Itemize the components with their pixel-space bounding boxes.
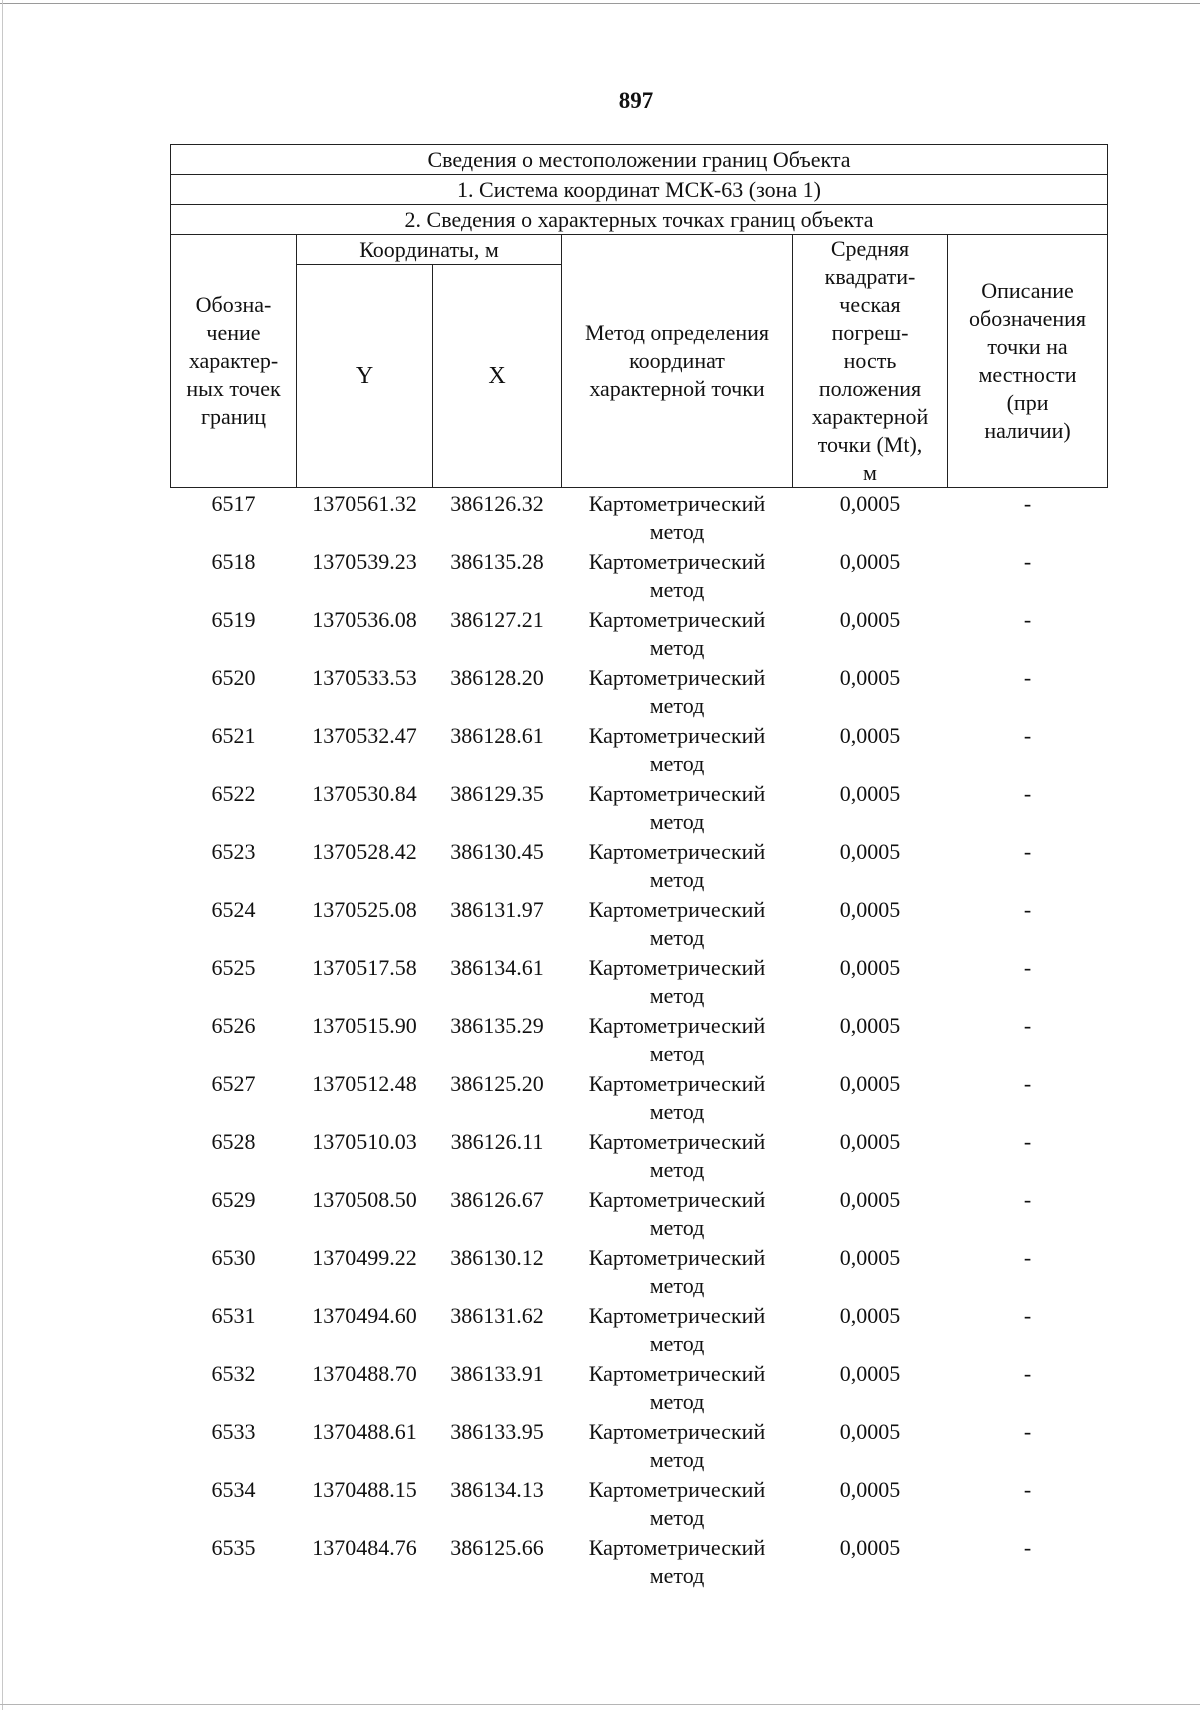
cell-y: 1370488.70 <box>312 1361 417 1386</box>
cell-point: 6523 <box>211 839 256 864</box>
cell-error: 0,0005 <box>839 665 901 690</box>
cell-y: 1370561.32 <box>312 491 417 516</box>
cell-x: 386126.11 <box>450 1129 544 1154</box>
cell-point: 6535 <box>211 1535 256 1560</box>
cell-error: 0,0005 <box>839 607 901 632</box>
header-method-label: Метод определения координат характерной точки <box>584 320 770 401</box>
cell-error: 0,0005 <box>839 955 901 980</box>
cell-description: - <box>1023 897 1032 922</box>
cell-method: Картометрический метод <box>588 1187 766 1240</box>
cell-description: - <box>1023 1361 1032 1386</box>
cell-method: Картометрический метод <box>588 897 766 950</box>
cell-x: 386126.67 <box>450 1187 544 1212</box>
table-row <box>171 1242 1108 1300</box>
cell-x: 386130.45 <box>450 839 544 864</box>
cell-x: 386131.97 <box>450 897 544 922</box>
cell-error: 0,0005 <box>839 1245 901 1270</box>
cell-x: 386129.35 <box>450 781 544 806</box>
table-row <box>171 1532 1108 1590</box>
cell-point: 6534 <box>211 1477 256 1502</box>
cell-x: 386128.61 <box>450 723 544 748</box>
cell-error: 0,0005 <box>839 1303 901 1328</box>
cell-error: 0,0005 <box>839 1419 901 1444</box>
header-point-label: Обозна- чение характер- ных точек границ <box>186 292 281 429</box>
cell-error: 0,0005 <box>839 491 901 516</box>
table-row <box>171 1010 1108 1068</box>
cell-point: 6526 <box>211 1013 256 1038</box>
cell-error: 0,0005 <box>839 897 901 922</box>
cell-description: - <box>1023 1477 1032 1502</box>
cell-description: - <box>1023 549 1032 574</box>
cell-point: 6530 <box>211 1245 256 1270</box>
cell-y: 1370488.61 <box>312 1419 417 1444</box>
cell-point: 6532 <box>211 1361 256 1386</box>
cell-x: 386134.13 <box>450 1477 544 1502</box>
cell-method: Картометрический метод <box>588 491 766 544</box>
cell-x: 386127.21 <box>450 607 544 632</box>
cell-y: 1370512.48 <box>312 1071 417 1096</box>
header-error <box>793 235 948 488</box>
cell-error: 0,0005 <box>839 839 901 864</box>
header-method <box>562 235 793 488</box>
cell-error: 0,0005 <box>839 1071 901 1096</box>
section-title: 2. Сведения о характерных точках границ объекта <box>171 205 1108 235</box>
cell-description: - <box>1023 1303 1032 1328</box>
cell-error: 0,0005 <box>839 723 901 748</box>
cell-description: - <box>1023 607 1032 632</box>
cell-y: 1370499.22 <box>312 1245 417 1270</box>
header-error-label: Средняя квадрати- ческая погреш- ность положения характерной точки (Mt), м <box>811 236 929 485</box>
cell-point: 6528 <box>211 1129 256 1154</box>
cell-x: 386128.20 <box>450 665 544 690</box>
cell-error: 0,0005 <box>839 1187 901 1212</box>
cell-x: 386135.29 <box>450 1013 544 1038</box>
scan-edge-top <box>0 3 1200 4</box>
cell-method: Картометрический метод <box>588 1477 766 1530</box>
cell-x: 386125.20 <box>450 1071 544 1096</box>
cell-y: 1370484.76 <box>312 1535 417 1560</box>
cell-y: 1370488.15 <box>312 1477 417 1502</box>
cell-description: - <box>1023 839 1032 864</box>
cell-method: Картометрический метод <box>588 1361 766 1414</box>
table-row <box>171 894 1108 952</box>
table-row <box>171 836 1108 894</box>
scan-edge-bottom <box>0 1704 1200 1705</box>
cell-point: 6522 <box>211 781 256 806</box>
cell-description: - <box>1023 1129 1032 1154</box>
cell-error: 0,0005 <box>839 1361 901 1386</box>
cell-description: - <box>1023 1535 1032 1560</box>
page-number: 897 <box>618 88 654 113</box>
cell-method: Картометрический метод <box>588 607 766 660</box>
coordinate-system: 1. Система координат МСК-63 (зона 1) <box>171 175 1108 205</box>
cell-point: 6527 <box>211 1071 256 1096</box>
scan-edge-left <box>2 0 3 1710</box>
cell-x: 386135.28 <box>450 549 544 574</box>
table-row <box>171 778 1108 836</box>
cell-error: 0,0005 <box>839 781 901 806</box>
cell-method: Картометрический метод <box>588 665 766 718</box>
cell-point: 6520 <box>211 665 256 690</box>
cell-x: 386131.62 <box>450 1303 544 1328</box>
cell-y: 1370525.08 <box>312 897 417 922</box>
cell-y: 1370533.53 <box>312 665 417 690</box>
table-row <box>171 1126 1108 1184</box>
boundary-points-table <box>170 144 1108 1590</box>
cell-description: - <box>1023 1245 1032 1270</box>
cell-point: 6525 <box>211 955 256 980</box>
cell-description: - <box>1023 1419 1032 1444</box>
table-row <box>171 1068 1108 1126</box>
cell-method: Картометрический метод <box>588 723 766 776</box>
cell-point: 6531 <box>211 1303 256 1328</box>
cell-method: Картометрический метод <box>588 1129 766 1182</box>
cell-description: - <box>1023 955 1032 980</box>
cell-x: 386133.95 <box>450 1419 544 1444</box>
cell-error: 0,0005 <box>839 1477 901 1502</box>
cell-point: 6521 <box>211 723 256 748</box>
cell-point: 6529 <box>211 1187 256 1212</box>
cell-description: - <box>1023 1013 1032 1038</box>
table-row <box>171 720 1108 778</box>
cell-y: 1370530.84 <box>312 781 417 806</box>
header-description-label: Описание обозначения точки на местности (при наличии) <box>969 278 1087 443</box>
header-y: Y <box>297 265 433 488</box>
table-body <box>171 488 1108 1591</box>
table-row <box>171 662 1108 720</box>
table-row <box>171 1300 1108 1358</box>
table-row <box>171 546 1108 604</box>
cell-error: 0,0005 <box>839 1129 901 1154</box>
cell-method: Картометрический метод <box>588 1419 766 1472</box>
table-row <box>171 488 1108 547</box>
cell-description: - <box>1023 723 1032 748</box>
cell-description: - <box>1023 781 1032 806</box>
header-x: X <box>433 265 562 488</box>
cell-x: 386130.12 <box>450 1245 544 1270</box>
cell-point: 6518 <box>211 549 256 574</box>
cell-method: Картометрический метод <box>588 549 766 602</box>
header-point-designation <box>171 235 297 488</box>
cell-description: - <box>1023 1071 1032 1096</box>
cell-x: 386134.61 <box>450 955 544 980</box>
cell-x: 386133.91 <box>450 1361 544 1386</box>
cell-description: - <box>1023 665 1032 690</box>
cell-y: 1370536.08 <box>312 607 417 632</box>
table-row <box>171 604 1108 662</box>
cell-y: 1370494.60 <box>312 1303 417 1328</box>
header-description <box>948 235 1108 488</box>
cell-y: 1370508.50 <box>312 1187 417 1212</box>
cell-error: 0,0005 <box>839 1535 901 1560</box>
table-row <box>171 1358 1108 1416</box>
table-row <box>171 1184 1108 1242</box>
table-row <box>171 1474 1108 1532</box>
cell-point: 6519 <box>211 607 256 632</box>
header-coordinates: Координаты, м <box>297 235 562 265</box>
cell-method: Картометрический метод <box>588 1535 766 1588</box>
cell-y: 1370528.42 <box>312 839 417 864</box>
cell-y: 1370539.23 <box>312 549 417 574</box>
cell-x: 386125.66 <box>450 1535 544 1560</box>
cell-error: 0,0005 <box>839 549 901 574</box>
table-row <box>171 1416 1108 1474</box>
cell-error: 0,0005 <box>839 1013 901 1038</box>
cell-x: 386126.32 <box>450 491 544 516</box>
cell-description: - <box>1023 1187 1032 1212</box>
table-row <box>171 952 1108 1010</box>
cell-point: 6533 <box>211 1419 256 1444</box>
table-title: Сведения о местоположении границ Объекта <box>171 145 1108 175</box>
cell-method: Картометрический метод <box>588 1245 766 1298</box>
cell-point: 6524 <box>211 897 256 922</box>
cell-method: Картометрический метод <box>588 1303 766 1356</box>
cell-method: Картометрический метод <box>588 1071 766 1124</box>
cell-method: Картометрический метод <box>588 955 766 1008</box>
cell-method: Картометрический метод <box>588 1013 766 1066</box>
cell-y: 1370517.58 <box>312 955 417 980</box>
cell-description: - <box>1023 491 1032 516</box>
cell-method: Картометрический метод <box>588 839 766 892</box>
cell-point: 6517 <box>211 491 256 516</box>
cell-y: 1370510.03 <box>312 1129 417 1154</box>
cell-y: 1370515.90 <box>312 1013 417 1038</box>
cell-method: Картометрический метод <box>588 781 766 834</box>
cell-y: 1370532.47 <box>312 723 417 748</box>
